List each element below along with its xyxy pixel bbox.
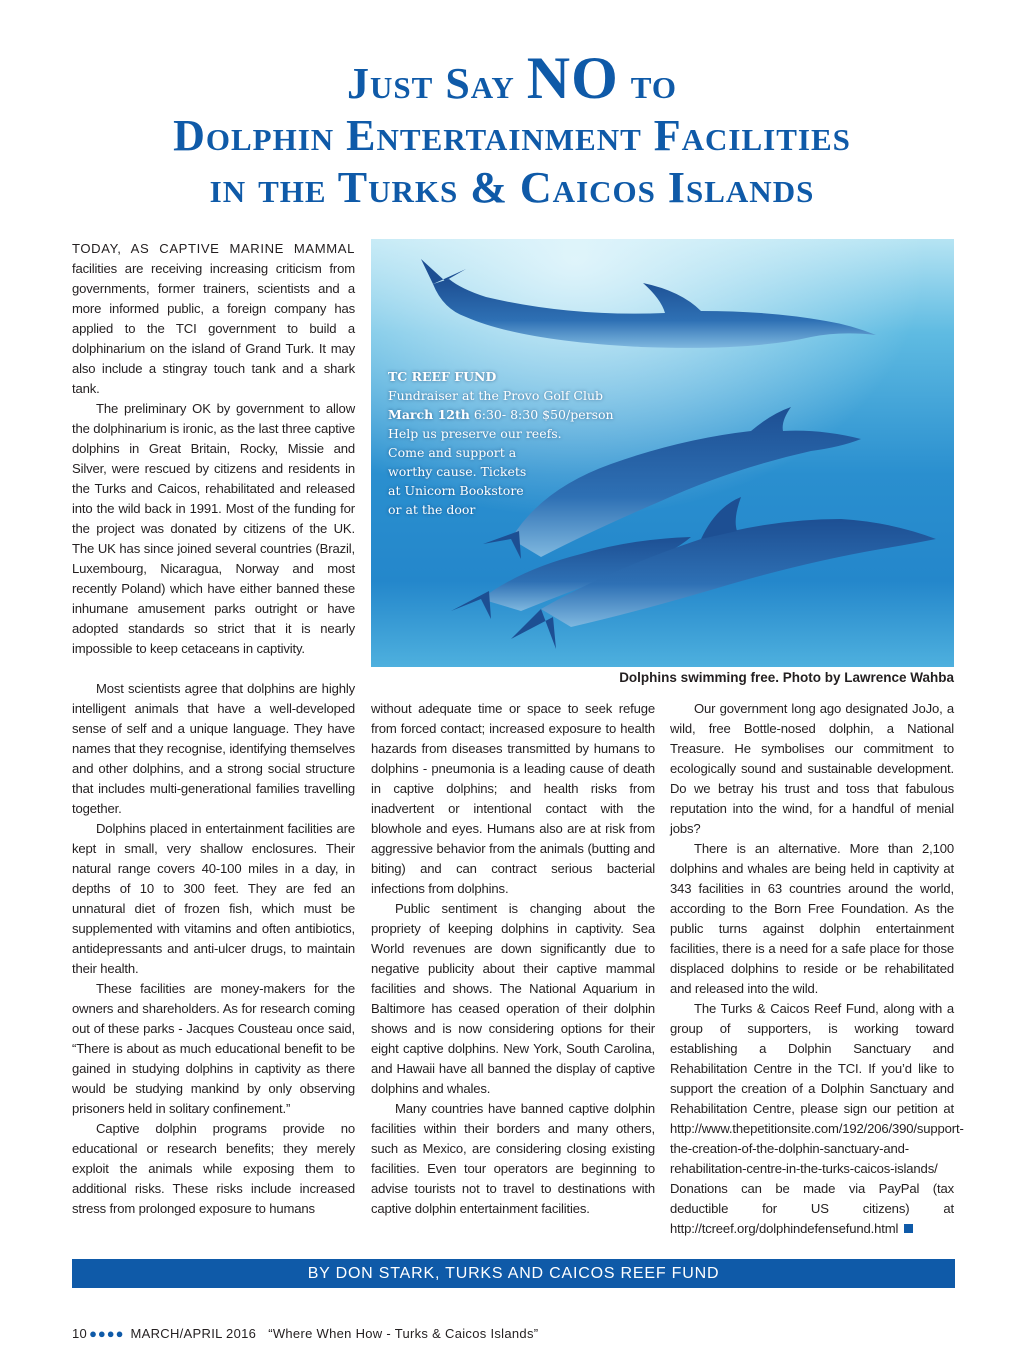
- paragraph: Dolphins placed in entertainment facilities are kept in small, very shallow enclosures. Their natural range covers 40-100 miles in a day, in depths of 10 to 300 feet. They are fed an unnatural diet of frozen fish, which must be supplemented with vitamins and often antibiotics, antidepressants and anti-ulcer drugs, to maintain their health.: [72, 821, 355, 976]
- column-3: [670, 699, 964, 1239]
- paragraph: These facilities are money-makers for the owners and shareholders. As for research coming out of these parks - Jacques Cousteau once said, “There is about as much educational benefit to be gained in studying dolphins in captivity as there would be studying mankind by only observing prisoners held in solitary confinement.”: [72, 981, 355, 1116]
- title-just-say: Just Say: [347, 59, 515, 108]
- promo-line: at Unicorn Bookstore: [388, 483, 524, 498]
- promo-time-price: 6:30- 8:30 $50/person: [469, 407, 614, 422]
- paragraph-intro: [72, 239, 355, 399]
- paragraph: Most scientists agree that dolphins are highly intelligent animals that have a well-developed sense of self and a unique language. They have names that they recognise, identifying themselves and other dolphins, and a strong social structure that includes multi-generational families travelling together.: [72, 681, 355, 816]
- promo-line: or at the door: [388, 502, 476, 517]
- promo-line: Come and support a: [388, 445, 517, 460]
- title-line-1: [40, 45, 984, 111]
- lead-in: TODAY, AS CAPTIVE MARINE MAMMAL: [72, 241, 355, 256]
- paragraph: Many countries have banned captive dolphin facilities within their borders and many others, such as Mexico, are considering closing existing facilities. Even tour operators are beginning to advise tourists not to travel to destinations with captive dolphin entertainment facilities.: [371, 1101, 655, 1216]
- fundraiser-promo: [388, 367, 658, 519]
- promo-line: [388, 405, 658, 424]
- paragraph: Our government long ago designated JoJo, a wild, free Bottle-nosed dolphin, a National Treasure. He symbolises our commitment to ecologically sound and sustainable development. Do we betray his trust and toss that fabulous reputation into the wind, for a handful of menial jobs?: [670, 701, 954, 836]
- title-line-2: Dolphin Entertainment Facilities: [173, 111, 851, 160]
- paragraph: There is an alternative. More than 2,100 dolphins and whales are being held in captivity at 343 facilities in 63 countries around the world, according to the Born Free Foundation. As the public turns against dolphin entertainment facilities, there is a need for a safe place for those displaced dolphins to reside or be rehabilitated and released into the wild.: [670, 841, 954, 996]
- promo-line: TC REEF FUND: [388, 369, 497, 384]
- photo-caption: Dolphins swimming free. Photo by Lawrence Wahba: [619, 670, 954, 685]
- column-1-bottom: [72, 679, 355, 1219]
- column-1-top: [72, 239, 355, 659]
- promo-date: March 12th: [388, 407, 470, 422]
- promo-line: Fundraiser at the Provo Golf Club: [388, 388, 604, 403]
- article-title: [40, 45, 984, 214]
- footer-dots-icon: ●●●●: [89, 1326, 125, 1341]
- page-footer: [72, 1326, 538, 1341]
- paragraph: The preliminary OK by government to allow the dolphinarium is ironic, as the last three captive dolphins in Great Britain, Rocky, Missie and Silver, were rescued by citizens and residents in the Turks and Caicos, rehabilitated and released into the wild back in 1991. Most of the funding for the project was donated by citizens of the UK. The UK has since joined several countries (Brazil, Luxembourg, Nicaragua, Norway and most recently Poland) which have either banned these inhumane amusement parks outright or have adopted standards so strict that it is nearly impossible to keep cetaceans in captivity.: [72, 401, 355, 656]
- intro-text: facilities are receiving increasing criticism from governments, former trainers, scientists and a more informed public, a foreign company has applied to the TCI government to build a dolphinarium on the island of Grand Turk. It may also include a stingray touch tank and a shark tank.: [72, 261, 355, 396]
- paragraph: Captive dolphin programs provide no educational or research benefits; they merely exploit the animals while exposing them to additional risks. These risks include increased stress from prolonged exposure to humans: [72, 1121, 355, 1216]
- promo-line: worthy cause. Tickets: [388, 464, 527, 479]
- paragraph: without adequate time or space to seek refuge from forced contact; increased exposure to health hazards from diseases transmitted by humans to dolphins - pneumonia is a leading cause of death in captive dolphins; and health risks from inadvertent or intentional contact with the blowhole and eyes. Humans also are at risk from aggressive behavior from the animals (butting and biting) and can contract serious bacterial infections from dolphins.: [371, 701, 655, 896]
- title-to: to: [630, 59, 677, 108]
- column-2: [371, 699, 655, 1219]
- promo-line: Help us preserve our reefs.: [388, 426, 562, 441]
- title-no: NO: [526, 45, 619, 111]
- publication-name: “Where When How - Turks & Caicos Islands”: [268, 1326, 539, 1341]
- end-of-article-icon: [904, 1224, 913, 1233]
- closing-text: The Turks & Caicos Reef Fund, along with a group of supporters, is working toward establishing a Dolphin Sanctuary and Rehabilitation Centre in the TCI. If you’d like to support the creation of a Dolphin Sanctuary and Rehabilitation Centre, please sign our petition at http://www.thepetitionsite.com/192/206/390/support-the-creation-of-the-dolphin-sanctuary-and-rehabilitation-centre-in-the-turks-caicos-islands/ Donations can be made via PayPal (tax deductible for US citizens) at http://tcreef.org/dolphindefensefund.html: [670, 1001, 964, 1236]
- page-number: 10: [72, 1326, 88, 1341]
- dolphins-photo: [371, 239, 954, 667]
- issue-date: MARCH/APRIL 2016: [130, 1326, 257, 1341]
- author-byline: BY DON STARK, TURKS AND CAICOS REEF FUND: [72, 1259, 955, 1288]
- title-line-3: in the Turks & Caicos Islands: [209, 163, 815, 212]
- paragraph: [670, 999, 964, 1239]
- paragraph: Public sentiment is changing about the propriety of keeping dolphins in captivity. Sea World revenues are down significantly due to negative publicity about their captive mammal facilities and shows. The National Aquarium in Baltimore has ceased operation of their dolphin shows and is now considering options for their eight captive dolphins. New York, South Carolina, and Hawaii have all banned the display of captive dolphins and whales.: [371, 901, 655, 1096]
